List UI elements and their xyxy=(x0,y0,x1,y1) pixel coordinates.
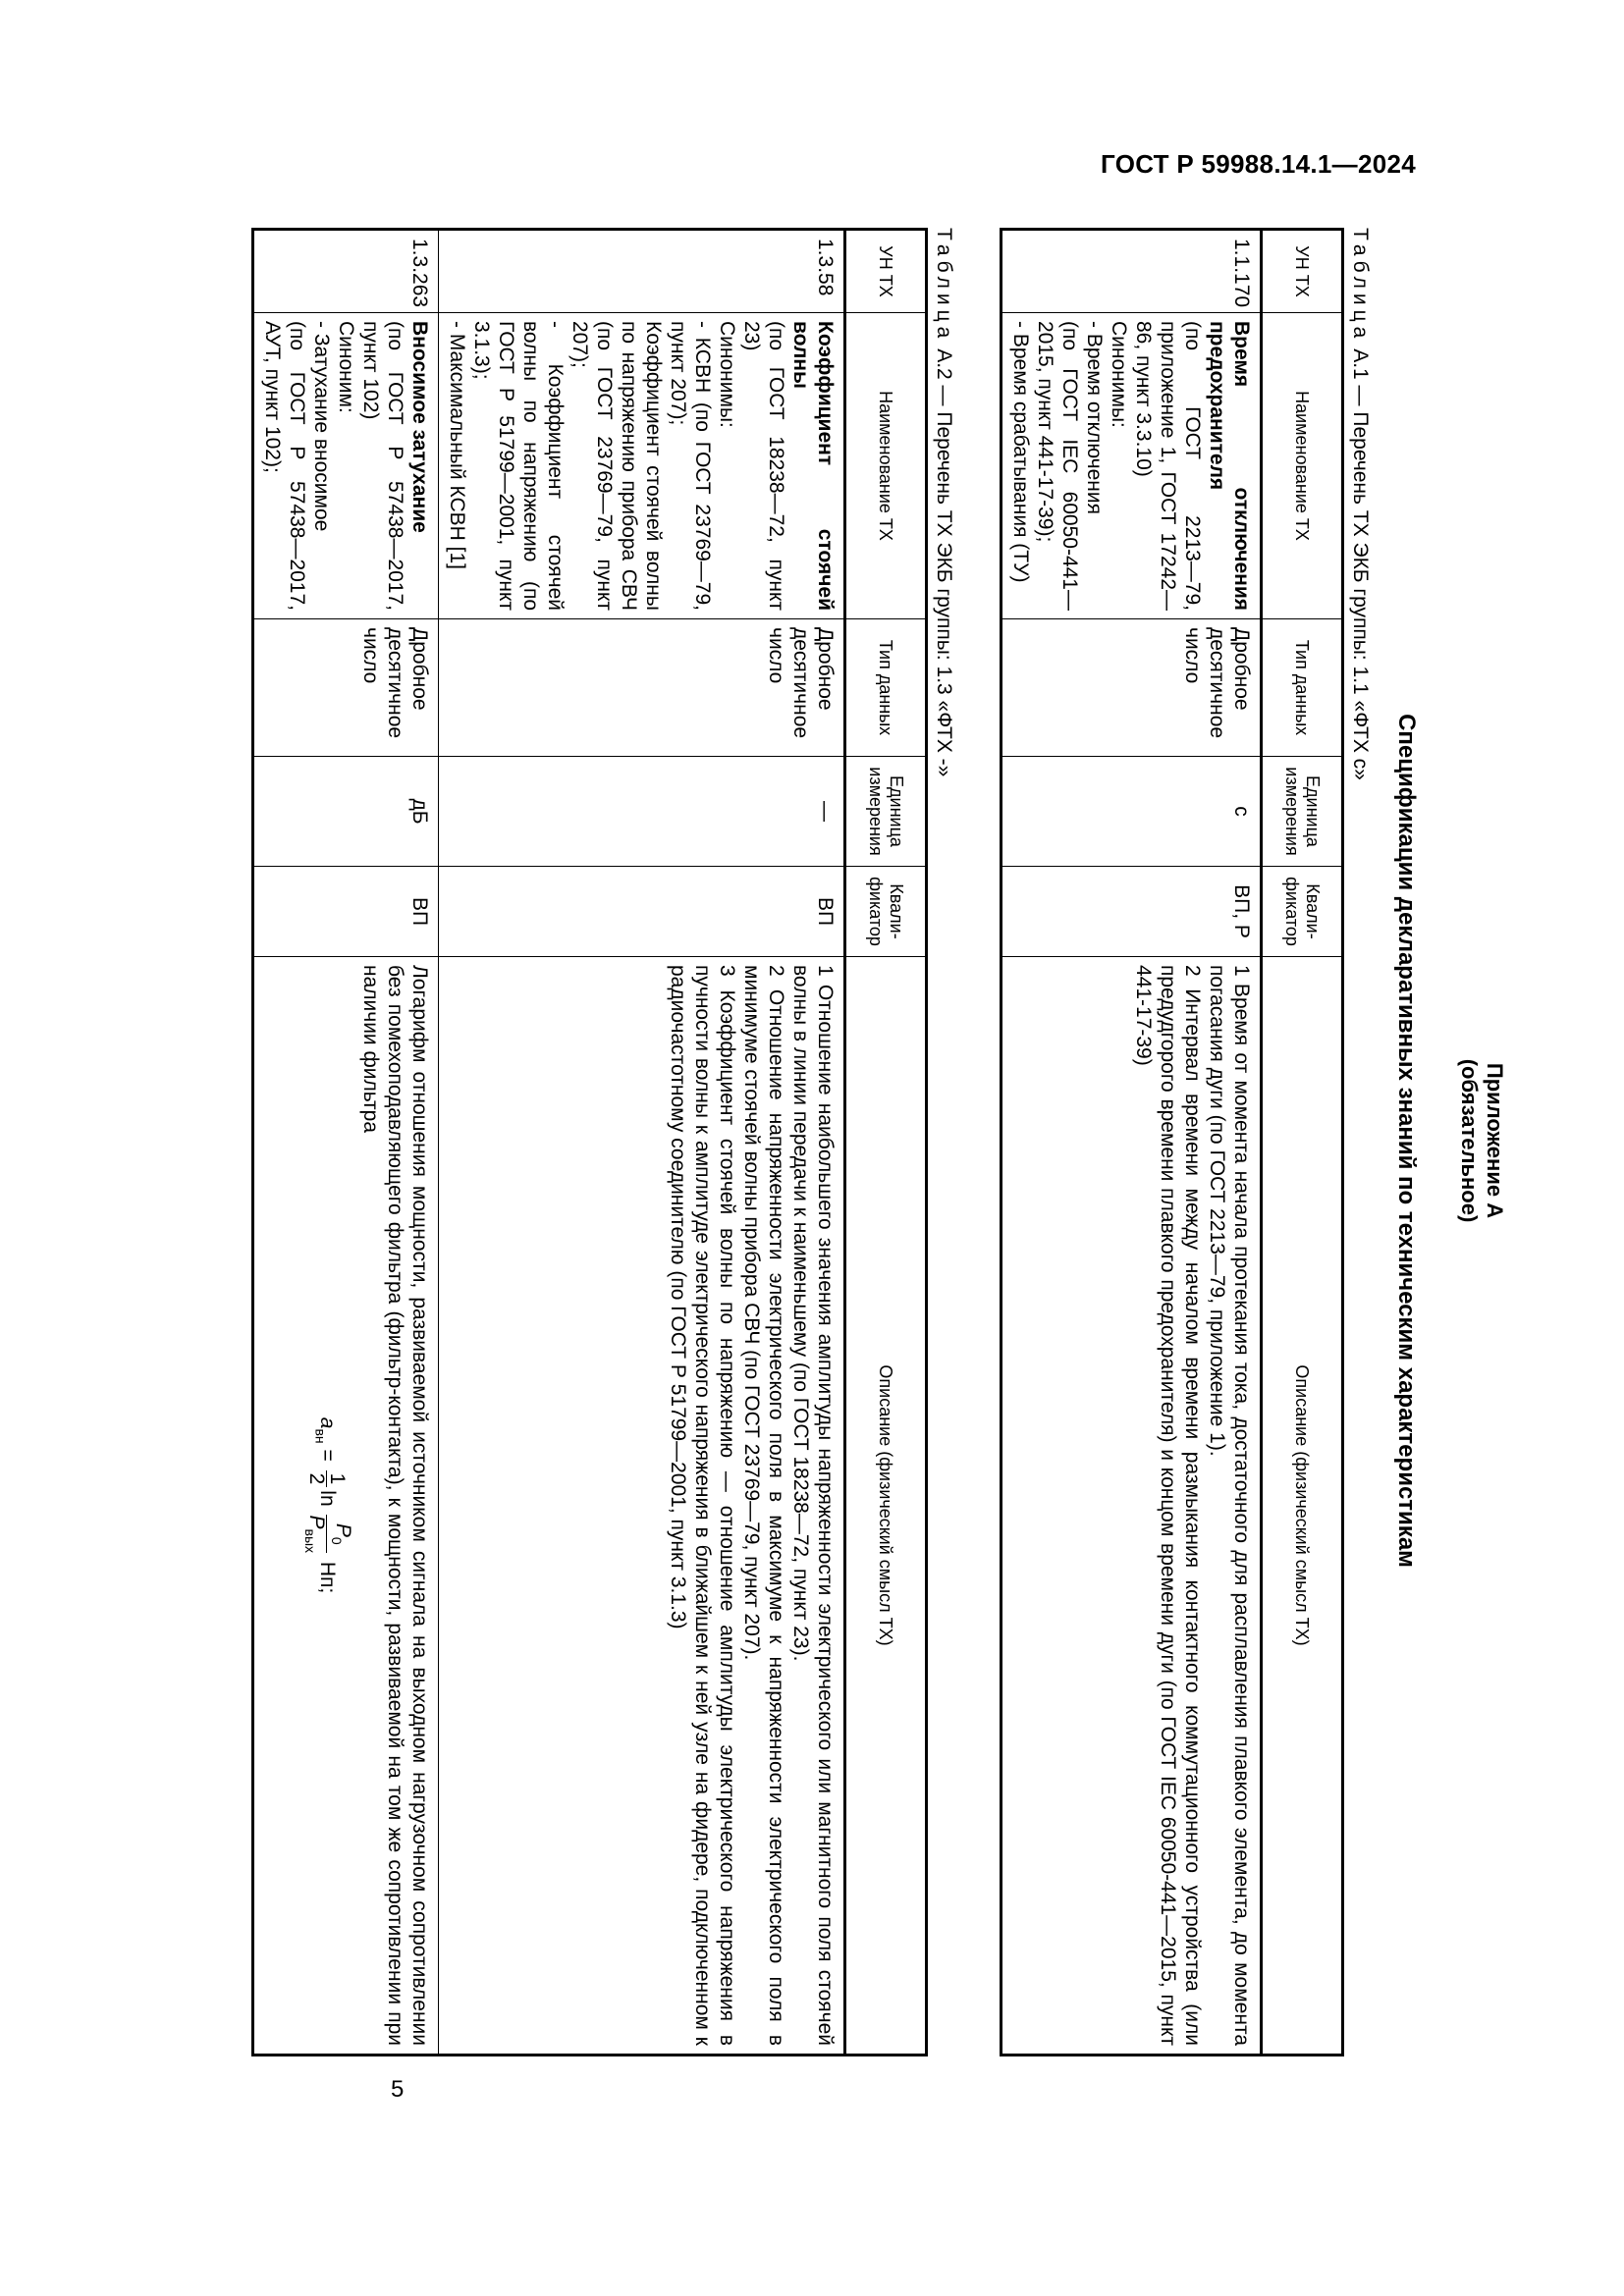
formula-equals: = xyxy=(315,1449,339,1462)
frac-numerator xyxy=(326,1515,352,1553)
table1-header-row xyxy=(1262,230,1343,2056)
annex-title: Приложение А xyxy=(1483,1062,1507,1219)
table2-caption-word: Таблица xyxy=(933,228,955,344)
cell-unit: — xyxy=(439,757,845,867)
table1-caption xyxy=(1348,228,1373,780)
table2-caption-text: А.2 — Перечень ТХ ЭКБ группы: 1.3 «ФТХ -» xyxy=(933,348,955,777)
name-line: Коэффициент стоячей волны по напряжению прибора СВЧ (по ГОСТ 23769—79, пункт 207); xyxy=(568,321,665,611)
cell-description xyxy=(1001,957,1262,2056)
table2-header-name: Наименование ТХ xyxy=(845,313,927,619)
section-title: Спецификации декларативных знаний по техническим характеристикам xyxy=(1393,714,1420,1568)
name-line: (по ГОСТ 2213—79, приложение 1, ГОСТ 17242—86, пункт 3.3.10) xyxy=(1132,321,1204,611)
document-code: ГОСТ Р 59988.14.1—2024 xyxy=(1101,149,1416,179)
name-line: (по ГОСТ IEC 60050-441—2015, пункт 441-17-39); xyxy=(1034,321,1081,611)
page-number: 5 xyxy=(391,2076,405,2103)
characteristic-name: Вносимое затухание xyxy=(408,321,431,533)
formula-ln: ln xyxy=(315,1490,339,1507)
characteristic-name: Коэффициент стоячей волны xyxy=(789,321,837,611)
cell-id: 1.1.170 xyxy=(1001,230,1262,313)
name-line: (по ГОСТ 18238—72, пункт 23) xyxy=(740,321,787,611)
name-line: (по ГОСТ Р 57438—2017, пункт 102) xyxy=(359,321,406,611)
cell-id: 1.3.263 xyxy=(253,230,439,313)
table1-header-type: Тип данных xyxy=(1262,619,1343,757)
table1-header-id: УН ТХ xyxy=(1262,230,1343,313)
description-line: 1 Отношение наибольшего значения амплитуды напряженности электрического или магнитного поля стоячей волны в линии передачи к наименьшему (по ГОСТ 18238—72, пункт 23). xyxy=(789,965,837,2046)
table2-header-id: УН ТХ xyxy=(845,230,927,313)
formula-fraction-power xyxy=(300,1515,352,1553)
cell-type: Дробное десятичное число xyxy=(439,619,845,757)
frac-numerator: 1 xyxy=(326,1470,347,1488)
cell-qualifier: ВП xyxy=(439,867,845,957)
table-row xyxy=(253,230,439,2056)
insertion-loss-formula xyxy=(300,965,352,2046)
description-line: Логарифм отношения мощности, развиваемой источником сигнала на выходном нагрузочном сопротивлении без помехоподавляющего фильтра (фильтр-контакта), к мощности, развиваемой на том же сопротивлении при наличии фильтра xyxy=(359,965,431,2046)
table2-header-qualifier: Квали-фикатор xyxy=(845,867,927,957)
table1-header-qualifier: Квали-фикатор xyxy=(1262,867,1343,957)
description-line: 2 Интервал времени между началом времени размыкания контактного коммутационного устройства (или предудгорого времени плавкого предохранителя) и концом времени дуги (по ГОСТ IEC 60050-441—2015, пункт 441-17-39) xyxy=(1132,965,1204,2046)
table1-header-name: Наименование ТХ xyxy=(1262,313,1343,619)
characteristic-name: Время отключения предохранителя xyxy=(1206,321,1253,611)
name-line: - Время срабатывания (ТУ) xyxy=(1009,321,1032,583)
cell-unit: дБ xyxy=(253,757,439,867)
formula-fraction-half xyxy=(306,1470,347,1488)
annex-status: (обязательное) xyxy=(1457,1058,1482,1223)
name-line: (по ГОСТ Р 57438—2017, АУТ, пункт 102); xyxy=(261,321,308,611)
cell-name xyxy=(439,313,845,619)
table1-caption-text: А.1 — Перечень ТХ ЭКБ группы: 1.1 «ФТХ с» xyxy=(1349,348,1372,780)
formula-lhs-sub: вн xyxy=(312,1428,329,1444)
name-line: Синоним: xyxy=(335,321,357,413)
name-line: Синонимы: xyxy=(1108,321,1130,428)
frac-denominator: 2 xyxy=(304,1472,328,1485)
power-p0-sub: 0 xyxy=(328,1536,345,1545)
cell-id: 1.3.58 xyxy=(439,230,845,313)
description-line: 3 Коэффициент стоячей волны по напряжению — отношение амплитуды электрического напряжения в пучности волны к амплитуде электрического напряжения в ближайшем к ней узле на фидере, подключенном к радиочастотному соединителю (по ГОСТ Р 51799—2001, пункт 3.1.3) xyxy=(667,965,738,2046)
name-line: - Затухание вносимое xyxy=(310,321,333,532)
cell-name xyxy=(1001,313,1262,619)
name-line: - КСВН (по ГОСТ 23769—79, пункт 207); xyxy=(667,321,714,611)
description-line: 1 Время от момента начала протекания тока, достаточного для расплавления плавкого элемента, до момента погасания дуги (по ГОСТ 2213—79, приложение 1). xyxy=(1206,965,1253,2046)
cell-name xyxy=(253,313,439,619)
power-p0: P xyxy=(332,1522,354,1537)
cell-unit: с xyxy=(1001,757,1262,867)
cell-qualifier: ВП, Р xyxy=(1001,867,1262,957)
power-out: P xyxy=(304,1515,328,1529)
table1-header-unit: Единица измерения xyxy=(1262,757,1343,867)
table-row xyxy=(1001,230,1262,2056)
table2-header-description: Описание (физический смысл ТХ) xyxy=(845,957,927,2056)
table1 xyxy=(1000,228,1344,2056)
table2-caption xyxy=(932,228,956,776)
name-line: Синонимы: xyxy=(716,321,738,428)
formula-lhs: a xyxy=(315,1416,339,1429)
table2-header-type: Тип данных xyxy=(845,619,927,757)
name-line: - Коэффициент стоячей волны по напряжению (по ГОСТ Р 51799—2001, пункт 3.1.3); xyxy=(470,321,567,611)
power-out-sub: вых xyxy=(301,1528,318,1553)
cell-type: Дробное десятичное число xyxy=(1001,619,1262,757)
cell-description xyxy=(253,957,439,2056)
cell-description xyxy=(439,957,845,2056)
table2-header-unit: Единица измерения xyxy=(845,757,927,867)
table2 xyxy=(251,228,928,2056)
table1-caption-word: Таблица xyxy=(1349,228,1372,344)
formula-unit: Нп; xyxy=(315,1561,339,1594)
table-row xyxy=(439,230,845,2056)
rotated-content xyxy=(261,228,1509,2054)
description-line: 2 Отношение напряженности электрического поля в максимуме к напряженности электрического поля в минимуме стоячей волны прибора СВЧ (по ГОСТ 23769—79, пункт 207). xyxy=(740,965,787,2046)
frac-denominator xyxy=(300,1515,326,1553)
name-line: - Максимальный КСВН [1] xyxy=(446,321,468,569)
name-line: - Время отключения xyxy=(1083,321,1106,514)
cell-type: Дробное десятичное число xyxy=(253,619,439,757)
cell-qualifier: ВП xyxy=(253,867,439,957)
table2-header-row xyxy=(845,230,927,2056)
table1-header-description: Описание (физический смысл ТХ) xyxy=(1262,957,1343,2056)
